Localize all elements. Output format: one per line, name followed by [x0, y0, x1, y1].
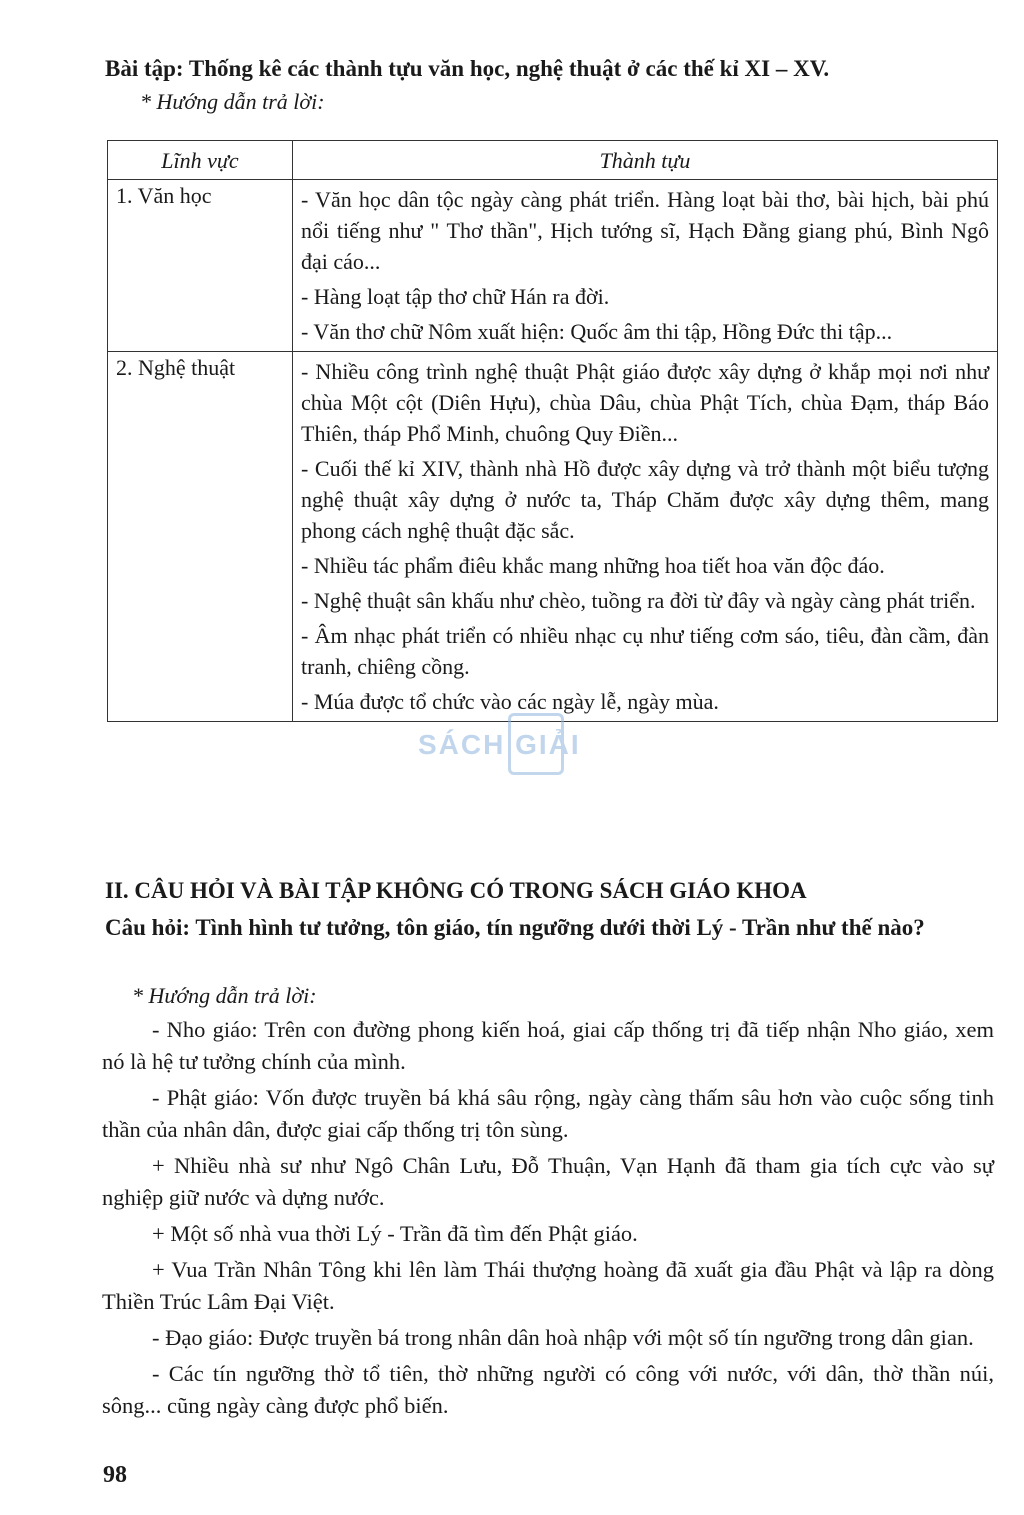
- achievement-item: - Âm nhạc phát triển có nhiều nhạc cụ như tiếng cơm sáo, tiêu, đàn cầm, đàn tranh, chiêng cồng.: [301, 623, 989, 679]
- watermark-frame-icon: [508, 713, 564, 775]
- answer-paragraph: + Vua Trần Nhân Tông khi lên làm Thái thượng hoàng đã xuất gia đầu Phật và lập ra dòng Thiền Trúc Lâm Đại Việt.: [102, 1257, 994, 1314]
- achievement-item: - Văn thơ chữ Nôm xuất hiện: Quốc âm thi tập, Hồng Đức thi tập...: [301, 319, 893, 344]
- answer-paragraph: - Các tín ngưỡng thờ tổ tiên, thờ những người có công với nước, với dân, thờ thần núi, sông... cũng ngày càng được phổ biến.: [102, 1361, 994, 1418]
- question-guide-label: * Hướng dẫn trả lời:: [132, 983, 317, 1008]
- achievement-item: - Hàng loạt tập thơ chữ Hán ra đời.: [301, 284, 610, 309]
- question-title: Câu hỏi: Tình hình tư tưởng, tôn giáo, tín ngưỡng dưới thời Lý - Trần như thế nào?: [105, 915, 925, 940]
- answer-paragraph: - Đạo giáo: Được truyền bá trong nhân dân hoà nhập với một số tín ngưỡng trong dân gian.: [152, 1325, 974, 1350]
- exercise-title: Bài tập: Thống kê các thành tựu văn học, nghệ thuật ở các thế kỉ XI – XV.: [105, 56, 830, 81]
- answer-paragraph: + Nhiều nhà sư như Ngô Chân Lưu, Đỗ Thuận, Vạn Hạnh đã tham gia tích cực vào sự nghiệp giữ nước và dựng nước.: [102, 1153, 994, 1210]
- achievement-item: - Múa được tổ chức vào các ngày lễ, ngày mùa.: [301, 689, 719, 714]
- row-field-art: 2. Nghệ thuật: [108, 352, 293, 722]
- answer-paragraph: + Một số nhà vua thời Lý - Trần đã tìm đến Phật giáo.: [152, 1221, 638, 1246]
- achievement-item: - Cuối thế kỉ XIV, thành nhà Hồ được xây dựng và trở thành một biểu tượng nghệ thuật xây dựng ở nước ta, Tháp Chăm được xây dựng thêm, mang phong cách nghệ thuật đặc sắc.: [301, 456, 989, 543]
- answer-paragraph: - Phật giáo: Vốn được truyền bá khá sâu rộng, ngày càng thấm sâu hơn vào cuộc sống tinh thần của nhân dân, được giai cấp thống trị tôn sùng.: [102, 1085, 994, 1142]
- table-row: [108, 352, 998, 722]
- watermark-brand: SÁCH GIẢI: [418, 729, 581, 760]
- header-achievement: Thành tựu: [293, 141, 998, 180]
- page-number: 98: [103, 1462, 127, 1488]
- achievement-item: - Nghệ thuật sân khấu như chèo, tuồng ra đời từ đây và ngày càng phát triển.: [301, 588, 976, 613]
- header-field: Lĩnh vực: [108, 141, 293, 180]
- section-title: II. CÂU HỎI VÀ BÀI TẬP KHÔNG CÓ TRONG SÁCH GIÁO KHOA: [105, 878, 807, 903]
- achievement-item: - Văn học dân tộc ngày càng phát triển. Hàng loạt bài thơ, bài hịch, bài phú nổi tiếng như " Thơ thần", Hịch tướng sĩ, Hạch Đằng giang phú, Bình Ngô đại cáo...: [301, 187, 989, 274]
- row-achievements-art: [293, 352, 998, 722]
- answer-body: [102, 1014, 994, 1426]
- row-achievements-literature: [293, 180, 998, 352]
- achievement-item: - Nhiều tác phẩm điêu khắc mang những hoa tiết hoa văn độc đáo.: [301, 553, 885, 578]
- achievements-table: [107, 140, 998, 722]
- table-header-row: [108, 141, 998, 180]
- answer-paragraph: - Nho giáo: Trên con đường phong kiến hoá, giai cấp thống trị đã tiếp nhận Nho giáo, xem nó là hệ tư tưởng chính của mình.: [102, 1017, 994, 1074]
- achievement-item: - Nhiều công trình nghệ thuật Phật giáo được xây dựng ở khắp mọi nơi như chùa Một cột (Diên Hựu), chùa Dâu, chùa Phật Tích, chùa Đạm, tháp Báo Thiên, tháp Phổ Minh, chuông Quy Điền...: [301, 359, 989, 446]
- table-row: [108, 180, 998, 352]
- row-field-literature: 1. Văn học: [108, 180, 293, 352]
- exercise-guide-label: * Hướng dẫn trả lời:: [140, 89, 325, 114]
